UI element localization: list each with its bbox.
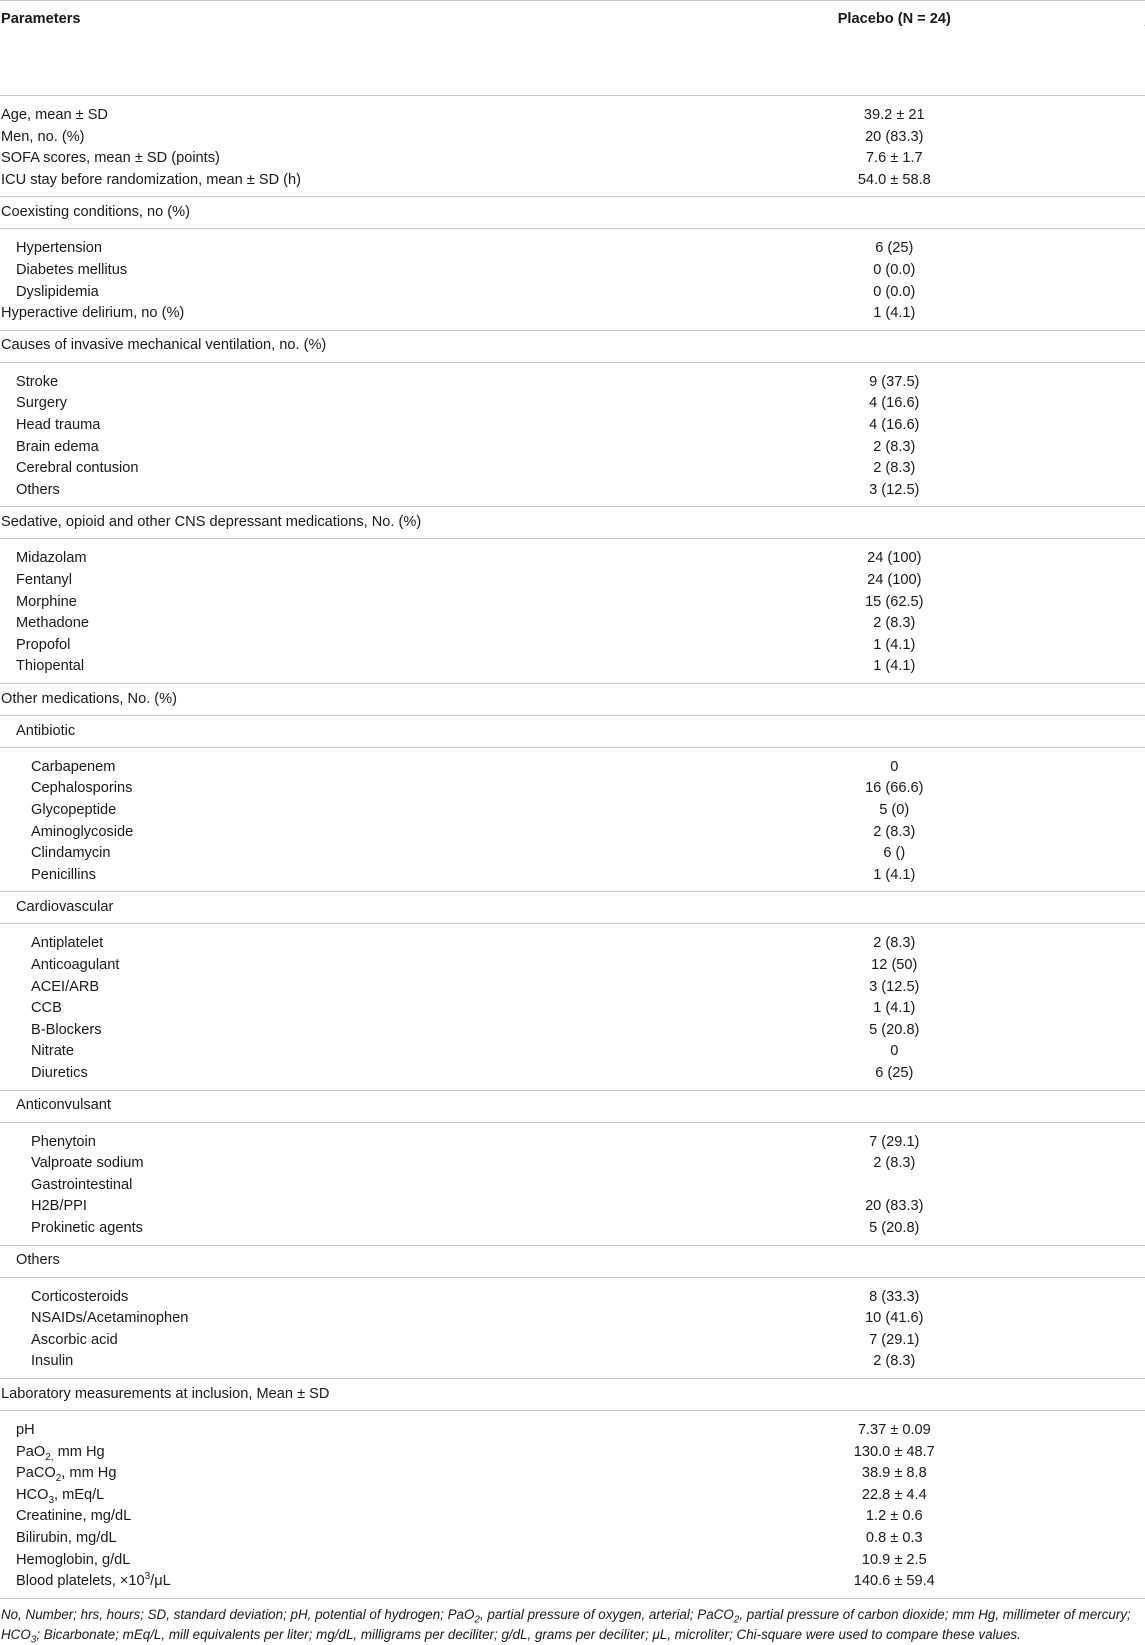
table-row [0,148,1145,170]
row-label-text: Hypertension [16,240,102,257]
row-label [0,570,644,592]
placebo-value: 8 (33.3) [869,1288,920,1305]
placebo-value: 7 (29.1) [869,1331,920,1348]
placebo-value: 54.0 ± 58.8 [857,171,931,188]
row-label-text: Stroke [16,373,59,390]
table-row [0,747,1145,778]
table-row [0,1020,1145,1042]
row-label-text: Gastrointestinal [31,1176,133,1193]
table-row [0,778,1145,800]
table-row [0,1410,1145,1441]
placebo-value: 2 (8.3) [873,438,916,455]
placebo-value: 39.2 ± 21 [863,107,925,123]
section-title: Cardiovascular [0,892,1145,924]
section-title: Others [0,1245,1145,1277]
section-header-row [0,892,1145,924]
table-row [0,96,1145,127]
row-label [0,458,644,480]
header-placebo-label: Placebo (N = 24) [837,11,951,27]
placebo-value: 9 (37.5) [869,373,920,390]
row-label-subscript: 2, [45,1451,54,1463]
placebo-value: 7 (29.1) [869,1133,920,1150]
row-label [0,1308,644,1330]
row-label [0,1063,644,1090]
table-row [0,1175,1145,1197]
placebo-value: 1 (4.1) [873,1000,916,1017]
footnote-part2: , partial pressure of oxygen, arterial; PaCO [479,1606,734,1622]
placebo-value: 1 (4.1) [873,305,916,322]
table-row [0,1218,1145,1245]
row-label-text: Insulin [31,1353,74,1370]
row-label [0,1528,644,1550]
placebo-value: 130.0 ± 48.7 [853,1443,935,1460]
table-row [0,1196,1145,1218]
placebo-value: 2 (8.3) [873,935,916,952]
row-label-text: Head trauma [16,416,101,433]
row-label-text: Propofol [16,636,71,653]
placebo-value: 24 (100) [867,550,922,567]
row-label [0,1571,644,1598]
placebo-value: 20 (83.3) [865,128,924,145]
placebo-value: 4 (16.6) [869,395,920,412]
row-label [0,800,644,822]
row-label-text: H2B/PPI [31,1198,87,1215]
table-row [0,570,1145,592]
row-label [0,747,644,778]
row-label [0,96,644,127]
header-parameters: Parameters [1,11,81,27]
placebo-value: 1 (4.1) [873,658,916,675]
footnote-part3: , partial pressure of carbon dioxide; mm Hg, millimeter of mercury; HCO [1,1606,1131,1642]
row-label-text: Blood platelets, ×10 [16,1573,145,1590]
placebo-value: 12 (50) [871,957,918,974]
table-row [0,1442,1145,1464]
footnote-sub2: 2 [733,1614,740,1626]
table-row [0,592,1145,614]
table-row [0,458,1145,480]
row-label-text: ICU stay before randomization, mean ± SD (h) [1,171,302,188]
row-label-text: Clindamycin [31,845,111,862]
table-row [0,260,1145,282]
footnote-sub1: 2 [474,1614,480,1626]
table-row [0,362,1145,393]
row-label-superscript: 3 [144,1571,151,1583]
row-label [0,415,644,437]
table-row [0,393,1145,415]
placebo-value: 2 (8.3) [873,823,916,840]
row-label-text: Cerebral contusion [16,460,139,477]
row-label [0,437,644,459]
table-row [0,1571,1145,1598]
placebo-value: 5 (20.8) [869,1021,920,1038]
table-footnote [0,1598,1145,1645]
row-label-text: Prokinetic agents [31,1219,143,1236]
table-row [0,635,1145,657]
table-row [0,415,1145,437]
table-row [0,865,1145,892]
row-label [0,148,644,170]
row-label [0,282,644,304]
row-label-text: Midazolam [16,550,87,567]
row-label-subscript: 3 [48,1494,54,1506]
row-label [0,260,644,282]
placebo-value: 2 (8.3) [873,1155,916,1172]
table-row [0,977,1145,999]
placebo-value: 1.2 ± 0.6 [865,1508,923,1525]
row-label [0,822,644,844]
table-row [0,1041,1145,1063]
row-label-text: Hemoglobin, g/dL [16,1551,131,1568]
row-label [0,635,644,657]
placebo-value: 1 (4.1) [873,866,916,883]
header-placebo [644,1,1145,96]
table-row [0,800,1145,822]
row-label [0,303,644,330]
row-label-text: NSAIDs/Acetaminophen [31,1310,189,1327]
row-label [0,1153,644,1175]
row-label [0,1351,644,1378]
placebo-value: 2 (8.3) [873,1353,916,1370]
placebo-value: 15 (62.5) [865,593,924,610]
placebo-value: 7.6 ± 1.7 [865,150,923,167]
row-label [0,1277,644,1308]
row-label-text: Phenytoin [31,1133,96,1150]
table-row [0,613,1145,635]
table-row [0,1485,1145,1507]
footnote-part4: ; Bicarbonate; mEq/L, mill equivalents per liter; mg/dL, milligrams per deciliter; g/dL, grams per deciliter; μL, microliter; Chi-square were used to compare these values. [36,1626,1021,1642]
row-label [0,778,644,800]
row-label-text: Men, no. (%) [1,128,85,145]
row-label [0,1463,644,1485]
row-label-text: PaCO [16,1465,56,1482]
section-title: Causes of invasive mechanical ventilation, no. (%) [0,330,1145,362]
row-label [0,613,644,635]
row-label-text: HCO [16,1486,49,1503]
row-label-text: Creatinine, mg/dL [16,1508,132,1525]
placebo-value: 1 (4.1) [873,636,916,653]
row-label-text: Anticoagulant [31,957,120,974]
placebo-value: 0 (0.0) [873,283,916,300]
section-title: Laboratory measurements at inclusion, Mean ± SD [0,1378,1145,1410]
row-label [0,1218,644,1245]
table-row [0,1351,1145,1378]
row-label [0,1196,644,1218]
row-label-text: Nitrate [31,1043,74,1060]
row-label-suffix: , mm Hg [61,1465,117,1482]
row-label-text: Age, mean ± SD [1,107,108,123]
row-label-text: Valproate sodium [31,1155,144,1172]
table-row [0,127,1145,149]
row-label [0,1550,644,1572]
row-label [0,1330,644,1352]
table-row [0,1122,1145,1153]
table-row [0,1063,1145,1090]
table-row [0,437,1145,459]
row-label [0,539,644,570]
row-label-text: Brain edema [16,438,99,455]
row-label-text: Penicillins [31,866,96,883]
row-label-text: CCB [31,1000,62,1017]
row-label [0,865,644,892]
section-header-row [0,1245,1145,1277]
placebo-value [644,1175,1145,1197]
row-label-text: PaO [16,1443,46,1460]
row-label [0,127,644,149]
row-label-text: Diabetes mellitus [16,261,128,278]
placebo-value: 6 () [883,845,906,862]
row-label-suffix: mm Hg [53,1443,105,1460]
placebo-value: 6 (25) [875,1065,914,1081]
row-label-text: Surgery [16,395,68,412]
section-header-row [0,330,1145,362]
row-label [0,1506,644,1528]
table-row [0,955,1145,977]
footnote-sub3: 3 [30,1634,37,1645]
row-label [0,362,644,393]
row-label-suffix: /μL [150,1573,171,1590]
placebo-value: 3 (12.5) [869,978,920,995]
row-label-text: Hyperactive delirium, no (%) [1,305,185,322]
row-label [0,1041,644,1063]
row-label-text: Fentanyl [16,571,72,588]
row-label-text: Ascorbic acid [31,1331,118,1348]
section-title: Coexisting conditions, no (%) [0,197,1145,229]
row-label [0,924,644,955]
table-header [0,1,1145,96]
row-label [0,977,644,999]
table-row [0,229,1145,260]
row-label-text: Carbapenem [31,758,116,775]
table-row [0,303,1145,330]
placebo-value: 140.6 ± 59.4 [853,1573,935,1590]
row-label [0,998,644,1020]
row-label-text: Thiopental [16,658,85,675]
table-row [0,170,1145,197]
table-row [0,1528,1145,1550]
row-label [0,170,644,197]
placebo-value: 6 (25) [875,240,914,257]
table-row [0,282,1145,304]
row-label-text: Morphine [16,593,77,610]
row-label [0,393,644,415]
placebo-value: 4 (16.6) [869,416,920,433]
placebo-value: 5 (0) [879,802,910,819]
table-row [0,1277,1145,1308]
placebo-value: 0 [890,1043,899,1060]
section-title: Antibiotic [0,715,1145,747]
placebo-value: 20 (83.3) [865,1198,924,1215]
row-label-text: Others [16,481,60,498]
placebo-value: 0 [890,758,899,775]
table-row [0,1330,1145,1352]
row-label-suffix: , mEq/L [54,1486,105,1503]
table-row [0,656,1145,683]
section-header-row [0,507,1145,539]
row-label-text: ACEI/ARB [31,978,100,995]
placebo-value: 0 (0.0) [873,261,916,278]
table-row [0,1550,1145,1572]
placebo-value: 0.8 ± 0.3 [865,1529,923,1546]
section-header-row [0,1378,1145,1410]
table-row [0,1153,1145,1175]
row-label [0,955,644,977]
table-row [0,822,1145,844]
placebo-value: 2 (8.3) [873,615,916,632]
row-label-text: B-Blockers [31,1021,102,1038]
placebo-value: 16 (66.6) [865,780,924,797]
table-row [0,539,1145,570]
row-label [0,656,644,683]
section-title: Other medications, No. (%) [0,683,1145,715]
section-title: Sedative, opioid and other CNS depressant medications, No. (%) [0,507,1145,539]
table-row [0,480,1145,507]
table-row [0,1463,1145,1485]
row-label [0,1175,644,1197]
section-header-row [0,1090,1145,1122]
row-label [0,592,644,614]
row-label-text: Corticosteroids [31,1288,129,1305]
row-label-text: Bilirubin, mg/dL [16,1529,117,1546]
row-label-text: Diuretics [31,1065,88,1081]
row-label-text: Antiplatelet [31,935,104,952]
row-label [0,1442,644,1464]
row-label [0,1410,644,1441]
row-label-text: SOFA scores, mean ± SD (points) [1,150,220,167]
placebo-value: 22.8 ± 4.4 [861,1486,927,1503]
footnote-part1: No, Number; hrs, hours; SD, standard deviation; pH, potential of hydrogen; PaO [1,1606,475,1622]
row-label [0,1485,644,1507]
placebo-value: 24 (100) [867,571,922,588]
placebo-value: 10 (41.6) [865,1310,924,1327]
section-title: Anticonvulsant [0,1090,1145,1122]
placebo-value: 10.9 ± 2.5 [861,1551,927,1568]
row-label [0,229,644,260]
section-header-row [0,715,1145,747]
placebo-value: 3 (12.5) [869,481,920,498]
placebo-value: 5 (20.8) [869,1219,920,1236]
row-label [0,1122,644,1153]
table-row [0,843,1145,865]
row-label-text: Aminoglycoside [31,823,134,840]
table-row [0,998,1145,1020]
row-label-text: pH [16,1421,35,1438]
placebo-value: 2 (8.3) [873,460,916,477]
row-label-text: Methadone [16,615,90,632]
row-label [0,480,644,507]
row-label-text: Cephalosporins [31,780,133,797]
table-body [0,96,1145,1598]
table-row [0,924,1145,955]
section-header-row [0,197,1145,229]
table-row [0,1308,1145,1330]
placebo-value: 38.9 ± 8.8 [861,1465,927,1482]
row-label [0,843,644,865]
table-row [0,1506,1145,1528]
section-header-row [0,683,1145,715]
row-label-subscript: 2 [55,1473,62,1485]
row-label-text: Dyslipidemia [16,283,99,300]
row-label [0,1020,644,1042]
placebo-value: 7.37 ± 0.09 [857,1421,931,1438]
row-label-text: Glycopeptide [31,802,117,819]
